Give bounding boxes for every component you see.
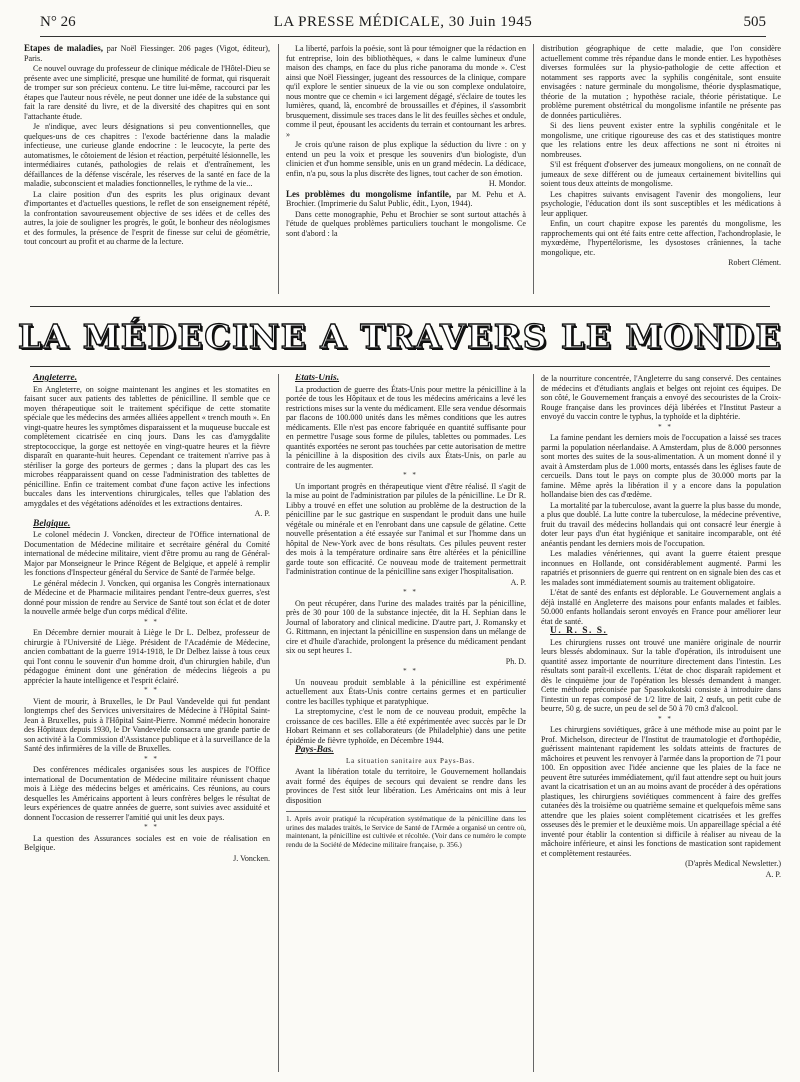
paragraph: La claire position d'un des esprits les plus originaux devant d'importantes et d'actuelles questions, le reflet de son enseignement répété, la confrontation savoureusement objective de ses idées et de celles des autres, la joie de souligner les progrès, le goût, le bonheur des néologismes et des formules, la présence de l'esprit de finesse sur celui de géométrie, tout concourt au profit et au charme de la lecture. bbox=[24, 189, 270, 246]
paragraph: distribution géographique de cette maladie, que l'on considère actuellement comme très répandue dans le monde entier. Les hypothèses diverses formulées sur la physio-pathologie de cette affection et notamment ses rapports avec la syphilis congénitale, sont ensuite envisagées : nature germinale du mongolisme, théorie dysplasmatique, théorie de la mutation ; hypothèse raciale, théorie péristatique. Le problème purement obstétrical du mongolisme infantile ne présente pas de données particulières. bbox=[541, 44, 781, 120]
paragraph: On peut récupérer, dans l'urine des malades traités par la pénicilline, près de 30 pour 100 de la substance injectée, dit la H. Sephian dans le Journal of laboratory and clinical medicine. D'autre part, J. Romansky et G. Rittmann, en injectant la pénicilline en suspension dans un mélange de cire et d'huile d'arachide, prolongent la présence du médicament pendant six ou sept heures 1. bbox=[286, 598, 526, 655]
news-column-1 bbox=[24, 374, 270, 1074]
news-column-2 bbox=[286, 374, 526, 1074]
paragraph: Vient de mourir, à Bruxelles, le Dr Paul Vandevelde qui fut pendant longtemps chef des Services universitaires de Médecine à l'Hôpital Saint-Jean à Bruxelles, puis à l'Hôpital Saint-Pierre. Nommé médecin honoraire des Hôpitaux depuis 1930, le Dr Vandevelde consacra une grande partie de son activité à la Commission d'Assistance publique et à la surveillance de la Santé des infirmières de la ville de Bruxelles. bbox=[24, 696, 270, 753]
paragraph: Les chirurgiens soviétiques, grâce à une méthode mise au point par le Prof. Michelson, directeur de l'Institut de traumatologie et d'orthopédie, guérissent maintenant rapidement les soldats atteints de fractures de mâchoires et peuvent les renvoyer à l'armée dans la proportion de 71 pour 100. En opposition avec l'idée ancienne que les plaies de la face ne peuvent être suturées immédiatement, qu'il faut attendre sept ou huit jours avant la cicatrisation et un an au moins avant de procéder à des opérations plastiques, les chirurgiens soviétiques commencent à faire des greffes cutanées dès la troisième ou quatrième semaine et quelquefois même sans attendre que les plaies soient complètement cicatrisées et les greffes osseuses dès le premier et le deuxième mois. Un appareillage spécial a été inventé pour établir la contention si difficile à réaliser au niveau de la mâchoire inférieure, et ainsi les fonctions de mastication sont rapidement et complètement restaurées. bbox=[541, 725, 781, 858]
paragraph: Un important progrès en thérapeutique vient d'être réalisé. Il s'agit de la mise au point de l'administration par pilules de la pénicilline. Le Dr R. Libby a trouvé en effet une solution au problème de la destruction de la pénicilline par le suc gastrique en suspendant le produit dans une huile végétale ou minérale et en l'enrobant dans une capsule de gélatine. Cette nouvelle présentation a été essayée sur l'animal et sur l'homme dans un hôpital de New-York avec de bons résultats. Ces pilules peuvent rester des mois à la température ordinaire sans être altérées et la pénicilline garde toute son efficacité. Ce nouveau mode de traitement permettrait l'administration continue de la pénicilline sans exiger l'hospitalisation. bbox=[286, 481, 526, 576]
paragraph: Les maladies vénériennes, qui avant la guerre étaient presque inconnues en Hollande, ont considérablement augmenté. Parmi les rapatriés et prisonniers de guerre qui rentrent on en signale bien des cas et les malades sont immédiatement soumis au traitement obligatoire. bbox=[541, 549, 781, 587]
signature: Robert Clément. bbox=[728, 258, 781, 267]
source-note: (D'après Medical Newsletter.) bbox=[685, 859, 781, 868]
paragraph: Enfin, un court chapitre expose les parentés du mongolisme, les rapprochements qui ont été faits entre cette affection, l'achondroplasie, le myxœdème, l'hypertélorisme, les dysostoses crâniennes, la tache mongolique, etc. bbox=[541, 219, 781, 257]
paragraph: Les chapitres suivants envisagent l'avenir des mongoliens, leur psychologie, l'éducation dont ils sont susceptibles et les médications à leur appliquer. bbox=[541, 189, 781, 218]
paragraph: L'état de santé des enfants est déplorable. Le Gouvernement anglais a déjà installé en Angleterre des maisons pour enfants malades et faibles. 50.000 enfants hollandais seront envoyés en France pour améliorer leur état de santé. bbox=[541, 588, 781, 626]
page-number: 505 bbox=[743, 14, 766, 30]
review-column-3 bbox=[541, 44, 781, 306]
page-header bbox=[40, 12, 766, 37]
signature: Ph. D. bbox=[505, 656, 526, 666]
separator-asterisks: * * bbox=[403, 667, 418, 675]
paragraph: La production de guerre des États-Unis pour mettre la pénicilline à la portée de tous les Hôpitaux et de tous les médecins américains a levé les restrictions mises sur la vente du médicament. Elle sera vendue désormais par flacons de 100.000 unités dans les mêmes conditions que les autres médicaments. Elle n'est pas encore fabriquée en quantité suffisante pour en permettre l'usage sous forme de pilules, tablettes ou pommades. Les quantités exportées ne seront pas touchées par cette autorisation de mettre la pénicilline à la disposition des civils aux États-Unis, on parle au contraire de les augmenter. bbox=[286, 384, 526, 470]
signature: A. P. bbox=[765, 869, 781, 879]
paragraph: Je n'indique, avec leurs désignations si peu conventionnelles, que quelques-uns de ces chapitres : l'exode bactérienne dans la maladie infectieuse, une curieuse glande endocrine : le leucocyte, la perte des automatismes, le côtoiement de lésion et réaction, perpétuité lésionnelle, les intermédiaires cutanés, pathologies de relais et d'entraînement, les défaillances de la défense viscérale, les réserves de la santé en face de la maladie, subconscient et maladies fonctionnelles, le rythme de la vie... bbox=[24, 122, 270, 188]
book-entry: Etapes de maladies, par Noël Fiessinger. 206 pages (Vigot, éditeur), Paris. bbox=[24, 44, 270, 63]
paragraph: La question des Assurances sociales est en voie de réalisation en Belgique. bbox=[24, 833, 270, 852]
signature: A. P. bbox=[510, 577, 526, 587]
separator-asterisks: * * bbox=[403, 471, 418, 479]
section-banner: LA MÉDECINE A TRAVERS LE MONDE bbox=[17, 317, 783, 356]
book-entry: Les problèmes du mongolisme infantile, par M. Pehu et A. Brochier. (Imprimerie du Salut Public, édit., Lyon, 1944). bbox=[286, 188, 526, 208]
paragraph: Le colonel médecin J. Voncken, directeur de l'Office international de Documentation de Médecine militaire et secrétaire général du Comité international de médecine militaire, vient d'être promu au rang de Général-Major par Monseigneur le Prince Régent de Belgique, et appelé à remplir les fonctions d'Inspecteur général du Service de Santé de l'armée belge. bbox=[24, 530, 270, 577]
paragraph: Dans cette monographie, Pehu et Brochier se sont surtout attachés à l'étude de quelques problèmes particuliers touchant le mongolisme. Ce sont d'abord : la bbox=[286, 209, 526, 238]
paragraph: Si des liens peuvent exister entre la syphilis congénitale et le mongolisme, une critique rigoureuse des cas et des statistiques montre que les relations entre les deux affections ne sont ni étroites ni nombreuses. bbox=[541, 121, 781, 159]
signature: A. P. bbox=[254, 509, 270, 518]
paragraph: Ce nouvel ouvrage du professeur de clinique médicale de l'Hôtel-Dieu se présente avec une simplicité, presque une humilité de format, qui risquerait de tromper sur son précieux contenu. Le titre lui-même, raccourci par les étapes que l'auteur nous révèle, ne peut donner une idée de la substance qui fait la rare densité du livre, et de la diversité des chapitres qui en sont l'attachante étude. bbox=[24, 64, 270, 121]
paragraph: La liberté, parfois la poésie, sont là pour témoigner que la rédaction en fut entreprise, loin des bibliothèques, « dans le calme lumineux d'une maison des champs, en face du plus riche panorama du monde ». C'est ainsi que Noël Fiessinger, jugeant des ressources de la clinique, compare qu'il explore le sentier sinueux de la vie ou son complexe ondulatoire, nous montre que ce chemin « ici largement dégagé, s'éclaire de toutes les lumières, quand, là, encombré de broussailles et d'épines, il s'assombrit brusquement, dissimule ses traces dans le lit des feuilles sèches et ondule, comme il peut, épousant les accidents du terrain et contournant les arbres. » bbox=[286, 44, 526, 139]
separator-asterisks: * * bbox=[144, 617, 159, 626]
paragraph: Les chirurgiens russes ont trouvé une manière originale de nourrir leurs blessés abdominaux. Sur la table d'opération, ils introduisent une quantité assez importante de nourriture directement dans l'intestin. Les résultats sont paraît-il excellents. L'état de choc disparaît rapidement et dès le cinquième jour de l'opération les blessés demandent à manger. Cette méthode préconisée par Spasokukotski consiste à introduire dans l'intestin un repas composé de 1/2 litre de lait, 2 œufs, un petit cube de beurre, 50 g. de sucre, un peu de sel de 50 à 70 cm3 d'alcool. bbox=[541, 637, 781, 713]
paragraph: Des conférences médicales organisées sous les auspices de l'Office international de Documentation de Médecine militaire réunissent chaque mois à Liège des médecins belges et américains. Ces réunions, au cours desquelles les Américains apportent à leurs confrères belges le résultat de leurs expériences de quatre années de guerre, sont suivies avec assiduité et donnent l'occasion de resserrer l'amitié qui unit les deux pays. bbox=[24, 765, 270, 822]
paragraph: Avant la libération totale du territoire, le Gouvernement hollandais avait formé des équipes de secours qui devaient se rendre dans les provinces de l'est sitôt leur libération. Les Américains ont mis à leur disposition bbox=[286, 767, 526, 805]
separator-asterisks: * * bbox=[144, 686, 159, 694]
separator-asterisks: * * bbox=[144, 754, 159, 763]
paragraph: de la nourriture concentrée, l'Angleterre du sang conservé. Des centaines de médecins et d'étudiants anglais et belges ont rejoint ces équipes. De son côté, le Gouvernement français a envoyé des secouristes de la Croix-Rouge française dans les provinces déjà libérées et l'Institut Pasteur a envoyé du vaccin contre le typhus, la typhoïde et la diphtérie. bbox=[541, 374, 781, 421]
paragraph: La streptomycine, c'est le nom de ce nouveau produit, empêche la croissance de ces bacilles. Elle a été expérimentée avec succès par le Dr Hobart Reimann et ses collaborateurs (de Philadelphie) dans une petite épidémie de fièvre typhoïde, en Décembre 1944. bbox=[286, 707, 526, 745]
section-heading-angleterre: Angleterre. bbox=[33, 374, 78, 383]
subheading: La situation sanitaire aux Pays-Bas. bbox=[346, 756, 475, 765]
issue-number: N° 26 bbox=[40, 14, 76, 30]
review-column-1 bbox=[24, 44, 270, 296]
review-column-2 bbox=[286, 44, 526, 306]
separator-asterisks: * * bbox=[403, 588, 418, 596]
separator-asterisks: * * bbox=[144, 823, 159, 831]
footnote: 1. Après avoir pratiqué la récupération systématique de la pénicilline dans les urines des malades traités, le Service de Santé de l'Armée a organisé un centre où, maintenant, la pénicilline est cultivée et récoltée. (Voir dans ce numéro le compte rendu de la Société de Médecine militaire française, p. 356.) bbox=[286, 811, 526, 849]
journal-title: LA PRESSE MÉDICALE, 30 Juin 1945 bbox=[273, 14, 533, 30]
section-heading-etats-unis: États-Unis. bbox=[295, 374, 340, 383]
paragraph: La famine pendant les derniers mois de l'occupation a laissé ses traces parmi la population néerlandaise. A Amsterdam, plus de 8.000 personnes sont mortes des suites de la sous-alimentation. A un moment donné il y avait à Amsterdam plus de 1.000 morts, entassés dans les églises faute de cercueils. Dans tout le pays on compte plus de 30.000 morts par la famine. Même après la libération il y a encore dans la population hollandaise bien des cas d'œdème. bbox=[541, 433, 781, 499]
paragraph: En Angleterre, on soigne maintenant les angines et les stomatites en faisant sucer aux patients des tablettes de pénicilline. Il semble que ce moyen thérapeutique soit le traitement spécifique de cette stomatite spéciale que les médecins des armées alliées appellent « trench mouth ». En vingt-quatre heures les symptômes disparaissent et la muqueuse buccale est complètement cicatrisée en cinq jours. Dans les cas d'amygdalite streptococcique, la gorge est nettoyée en vingt-quatre heures et la fièvre disparaît en quarante-huit heures. Cependant ce traitement n'arrive pas à stériliser la gorge des porteurs de germes ; dans la plupart des cas les microbes réapparaissent quand on cesse l'administration des tablettes de pénicilline. Enfin ce traitement combat d'une façon active les infections buccales dans les interventions chirurgicales, telles que l'ablation des amygdales et des végétations adénoïdes et les extractions dentaires. bbox=[24, 384, 270, 508]
paragraph: Le général médecin J. Voncken, qui organisa les Congrès internationaux de Médecine et de Pharmacie militaires pendant l'entre-deux guerres, s'est donné pour mission de rendre au Service de Santé tout son éclat et de doter la nouvelle armée belge d'un corps médical d'élite. bbox=[24, 578, 270, 616]
paragraph: La mortalité par la tuberculose, avant la guerre la plus basse du monde, a plus que doublé. La lutte contre la tuberculose, la médecine préventive, fruit du travail des médecins hollandais qui ont consacré leur énergie à doter leur pays d'un état hygiénique et sanitaire incomparable, ont été anéantis pendant les derniers mois de l'occupation. bbox=[541, 500, 781, 548]
paragraph: Je crois qu'une raison de plus explique la séduction du livre : on y entend un peu la voix et presque les souvenirs d'un biologiste, d'un clinicien et d'un homme sensible, unis en un grand médecin. La dédicace, enfin, n'a pu, sous la plus discrète des lignes, tout cacher de son émotion. bbox=[286, 140, 526, 178]
section-heading-belgique: Belgique. bbox=[33, 518, 71, 529]
signature: H. Mondor. bbox=[488, 179, 526, 188]
section-heading-urss: U. R. S. S. bbox=[550, 626, 608, 636]
paragraph: En Décembre dernier mourait à Liège le Dr L. Delbez, professeur de chirurgie à l'Université de Liège. Président de l'Académie de Médecine, ancien combattant de la guerre 1914-1918, le Dr Delbez laisse à tous ceux qui l'ont connu le souvenir d'un homme droit, d'un chirurgien habile, d'un pédagogue éminent dont une génération de médecins liégeois a pu apprécier la haute intelligence et l'esprit éclairé. bbox=[24, 628, 270, 685]
section-heading-pays-bas: Pays-Bas. bbox=[295, 745, 334, 755]
news-column-3 bbox=[541, 374, 781, 1074]
separator-asterisks: * * bbox=[658, 422, 673, 431]
separator-asterisks: * * bbox=[658, 714, 673, 723]
paragraph: Un nouveau produit semblable à la pénicilline est expérimenté actuellement aux États-Unis contre certains germes et en particulier contre les bacilles typhique et paratyphique. bbox=[286, 677, 526, 706]
signature: J. Voncken. bbox=[233, 853, 270, 863]
paragraph: S'il est fréquent d'observer des jumeaux mongoliens, on ne connaît de jumeaux de sexe différent ou de jumeaux certainement bivitellins qui soient tous deux atteints de mongolisme. bbox=[541, 160, 781, 188]
